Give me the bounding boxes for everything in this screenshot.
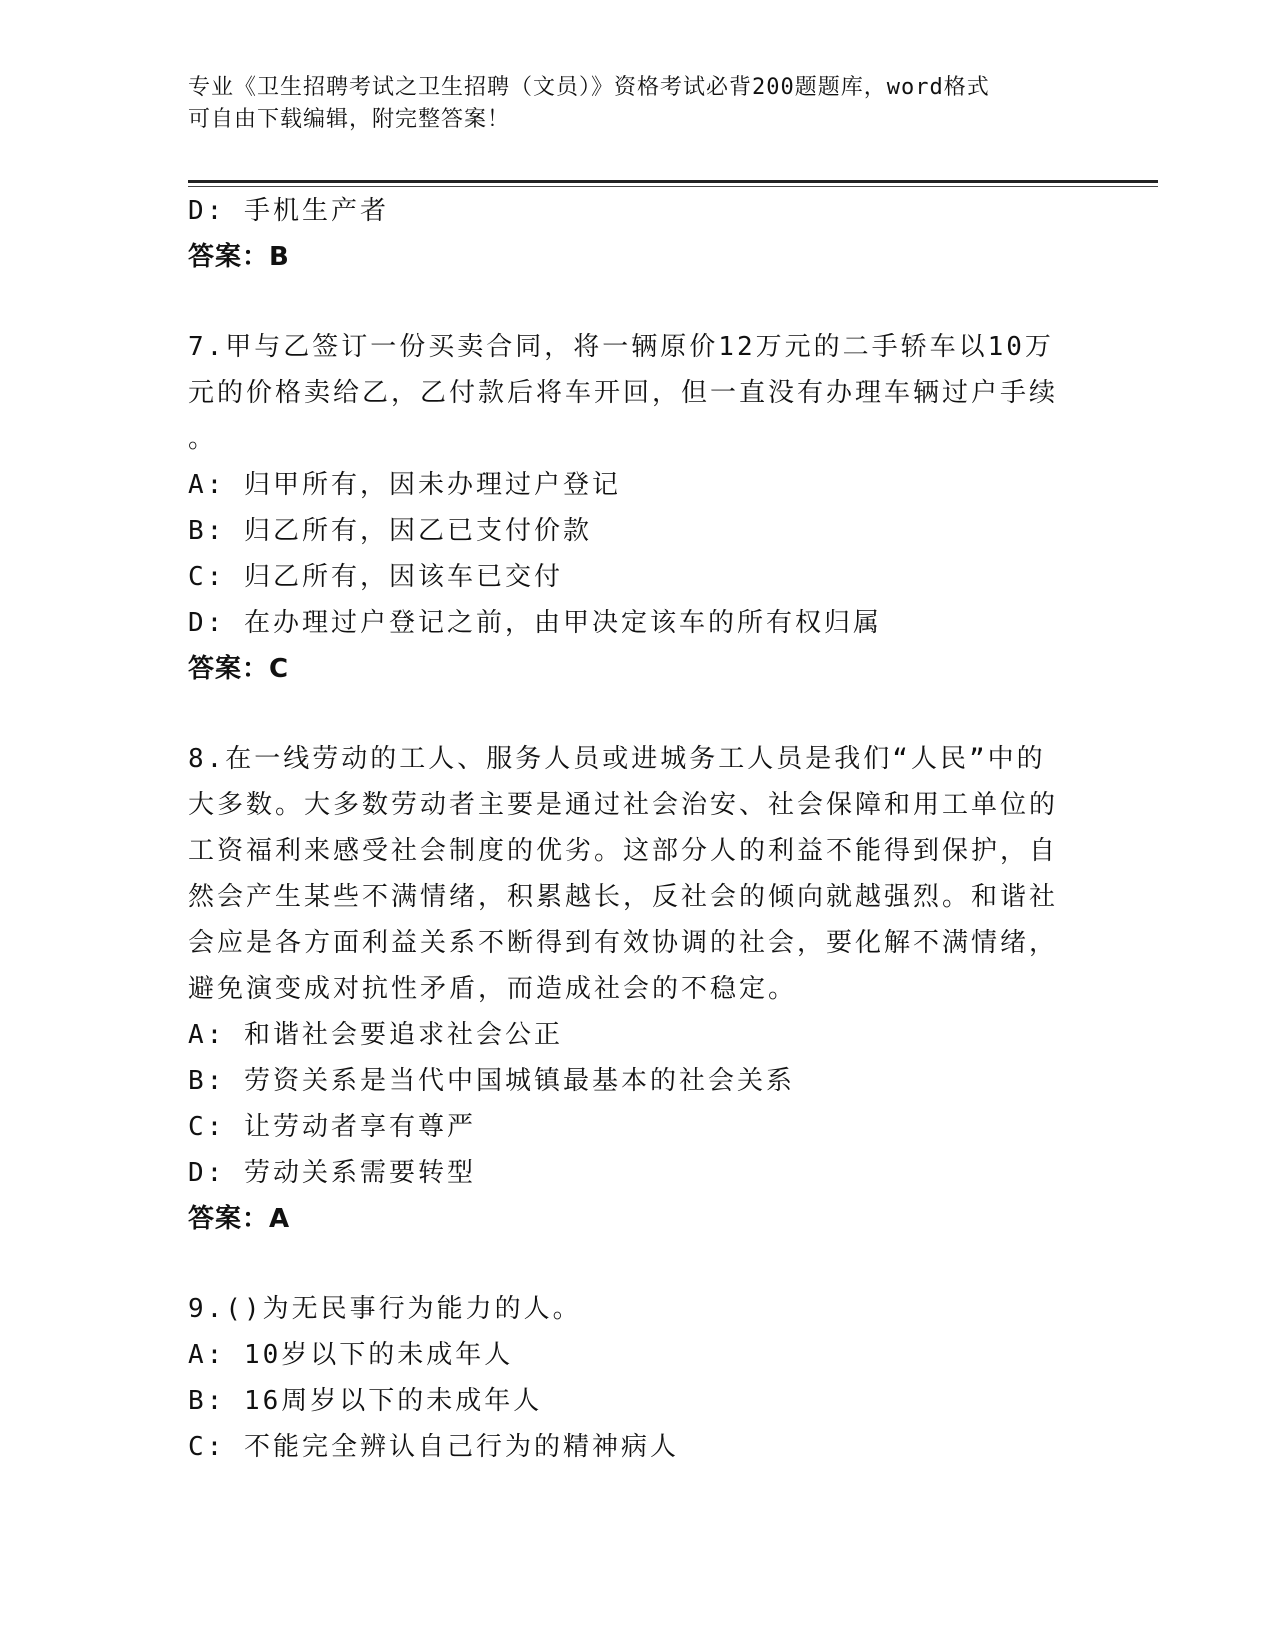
question-9 [188, 1286, 1068, 1470]
question-7-stem-line: 。 [188, 424, 218, 454]
question-7-option-d: D: 在办理过户登记之前，由甲决定该车的所有权归属 [188, 608, 882, 638]
question-8-stem-line: 工资福利来感受社会制度的优劣。这部分人的利益不能得到保护，自 [188, 836, 1059, 866]
question-9-option-b: B: 16周岁以下的未成年人 [188, 1386, 543, 1416]
question-8-stem-line: 避免演变成对抗性矛盾，而造成社会的不稳定。 [188, 974, 798, 1004]
question-6-tail [188, 188, 1068, 280]
question-8-option-a: A: 和谐社会要追求社会公正 [188, 1020, 563, 1050]
header-title-line-1: 专业《卫生招聘考试之卫生招聘（文员）》资格考试必背200题题库，word格式 [188, 75, 990, 100]
header-divider-thin [188, 186, 1158, 187]
header-divider-thick [188, 180, 1158, 183]
question-8-option-d: D: 劳动关系需要转型 [188, 1158, 476, 1188]
question-7 [188, 324, 1068, 692]
question-7-option-a: A: 归甲所有，因未办理过户登记 [188, 470, 621, 500]
header-title-line-2: 可自由下载编辑，附完整答案！ [188, 107, 511, 132]
question-7-stem-line: 7.甲与乙签订一份买卖合同，将一辆原价12万元的二手轿车以10万 [188, 332, 1054, 362]
spacer [188, 692, 1068, 736]
question-8 [188, 736, 1068, 1242]
question-8-option-c: C: 让劳动者享有尊严 [188, 1112, 476, 1142]
question-8-stem-line: 然会产生某些不满情绪，积累越长，反社会的倾向就越强烈。和谐社 [188, 882, 1059, 912]
document-header [188, 72, 1068, 136]
question-9-option-a: A: 10岁以下的未成年人 [188, 1340, 514, 1370]
question-8-stem-line: 大多数。大多数劳动者主要是通过社会治安、社会保障和用工单位的 [188, 790, 1059, 820]
question-8-option-b: B: 劳资关系是当代中国城镇最基本的社会关系 [188, 1066, 795, 1096]
question-9-stem-line: 9.()为无民事行为能力的人。 [188, 1294, 582, 1324]
question-7-stem-line: 元的价格卖给乙，乙付款后将车开回，但一直没有办理车辆过户手续 [188, 378, 1059, 408]
question-list [188, 188, 1068, 1470]
spacer [188, 280, 1068, 324]
question-7-option-c: C: 归乙所有，因该车已交付 [188, 562, 563, 592]
spacer [188, 1242, 1068, 1286]
question-7-option-b: B: 归乙所有，因乙已支付价款 [188, 516, 592, 546]
question-8-stem-line: 会应是各方面利益关系不断得到有效协调的社会，要化解不满情绪， [188, 928, 1059, 958]
question-6-option-d: D: 手机生产者 [188, 196, 389, 226]
question-6-answer: 答案：B [188, 242, 290, 272]
question-7-answer: 答案：C [188, 654, 290, 684]
question-9-option-c: C: 不能完全辨认自己行为的精神病人 [188, 1432, 679, 1462]
question-8-stem-line: 8.在一线劳动的工人、服务人员或进城务工人员是我们“人民”中的 [188, 744, 1046, 774]
question-8-answer: 答案：A [188, 1204, 291, 1234]
